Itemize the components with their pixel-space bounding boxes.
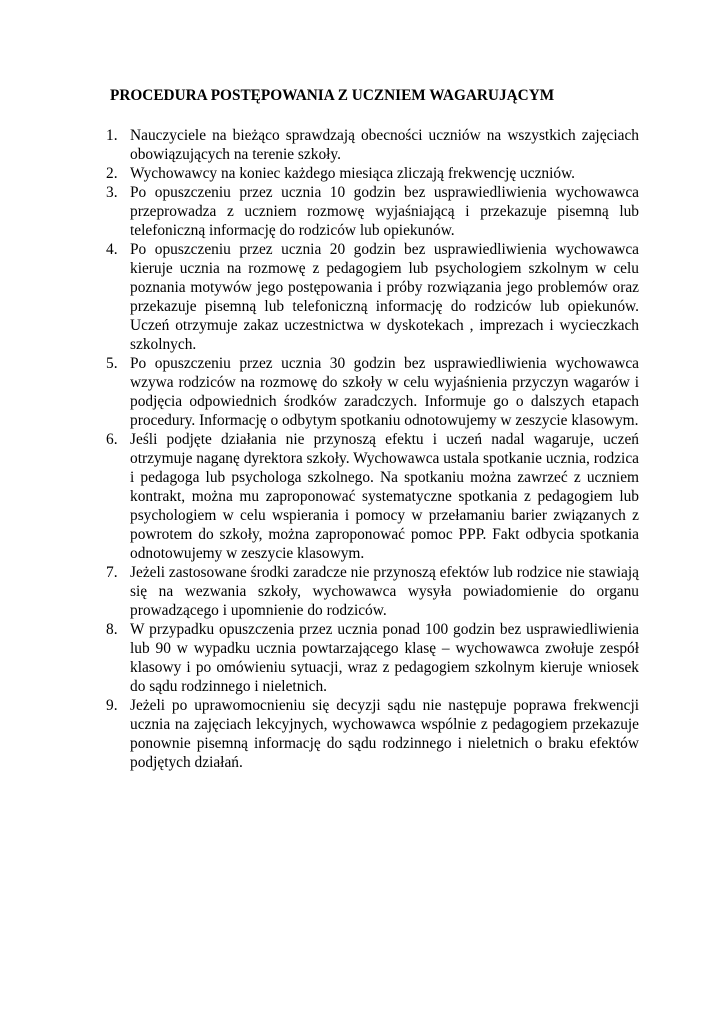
list-item xyxy=(106,164,639,183)
item-text: Po opuszczeniu przez ucznia 20 godzin bez usprawiedliwienia wychowawca kieruje ucznia na rozmowę z pedagogiem lub psychologiem szkolnym w celu poznania motywów jego postępowania i próby rozwiązania jego problemów oraz przekazuje pisemną lub telefoniczną informację do rodziców lub opiekunów. Uczeń otrzymuje zakaz uczestnictwa w dyskotekach , imprezach i wycieczkach szkolnych. xyxy=(130,241,639,353)
item-number: 2. xyxy=(106,165,118,182)
item-number: 4. xyxy=(106,241,118,258)
item-number: 7. xyxy=(106,564,118,581)
procedure-list xyxy=(106,126,639,772)
list-item xyxy=(106,240,639,354)
list-item xyxy=(106,620,639,696)
item-text: Jeżeli po uprawomocnieniu się decyzji sądu nie następuje poprawa frekwencji ucznia na zajęciach lekcyjnych, wychowawca wspólnie z pedagogiem przekazuje ponownie pisemną informację do sądu rodzinnego i nieletnich o braku efektów podjętych działań. xyxy=(130,697,639,771)
list-item xyxy=(106,354,639,430)
item-text: Nauczyciele na bieżąco sprawdzają obecności uczniów na wszystkich zajęciach obowiązujących na terenie szkoły. xyxy=(130,127,639,163)
item-text: Jeśli podjęte działania nie przynoszą efektu i uczeń nadal wagaruje, uczeń otrzymuje naganę dyrektora szkoły. Wychowawca ustala spotkanie ucznia, rodzica i pedagoga lub psychologa szkolnego. Na spotkaniu można zawrzeć z uczniem kontrakt, można mu zaproponować systematyczne spotkania z pedagogiem lub psychologiem w celu wspierania i pomocy w przełamaniu barier związanych z powrotem do szkoły, można zaproponować pomoc PPP. Fakt odbycia spotkania odnotowujemy w zeszycie klasowym. xyxy=(130,431,639,562)
list-item xyxy=(106,563,639,620)
list-item xyxy=(106,430,639,563)
item-text: Po opuszczeniu przez ucznia 30 godzin bez usprawiedliwienia wychowawca wzywa rodziców na rozmowę do szkoły w celu wyjaśnienia przyczyn wagarów i podjęcia odpowiednich środków zaradczych. Informuje go o dalszych etapach procedury. Informację o odbytym spotkaniu odnotowujemy w zeszycie klasowym. xyxy=(130,355,639,429)
item-number: 1. xyxy=(106,127,118,144)
item-text: Wychowawcy na koniec każdego miesiąca zliczają frekwencję uczniów. xyxy=(130,165,576,182)
list-item xyxy=(106,696,639,772)
item-number: 5. xyxy=(106,355,118,372)
item-text: Po opuszczeniu przez ucznia 10 godzin bez usprawiedliwienia wychowawca przeprowadza z uczniem rozmowę wyjaśniającą i przekazuje pisemną lub telefoniczną informację do rodziców lub opiekunów. xyxy=(130,184,639,239)
item-number: 3. xyxy=(106,184,118,201)
list-item xyxy=(106,126,639,164)
document-title: PROCEDURA POSTĘPOWANIA Z UCZNIEM WAGARUJĄCYM xyxy=(110,87,555,104)
item-number: 6. xyxy=(106,431,118,448)
list-item xyxy=(106,183,639,240)
item-number: 8. xyxy=(106,621,118,638)
item-text: Jeżeli zastosowane środki zaradcze nie przynoszą efektów lub rodzice nie stawiają się na wezwania szkoły, wychowawca wysyła powiadomienie do organu prowadzącego i upomnienie do rodziców. xyxy=(130,564,639,619)
item-number: 9. xyxy=(106,697,118,714)
item-text: W przypadku opuszczenia przez ucznia ponad 100 godzin bez usprawiedliwienia lub 90 w wypadku ucznia powtarzającego klasę – wychowawca zwołuje zespół klasowy i po omówieniu sytuacji, wraz z pedagogiem szkolnym kieruje wniosek do sądu rodzinnego i nieletnich. xyxy=(130,621,639,695)
